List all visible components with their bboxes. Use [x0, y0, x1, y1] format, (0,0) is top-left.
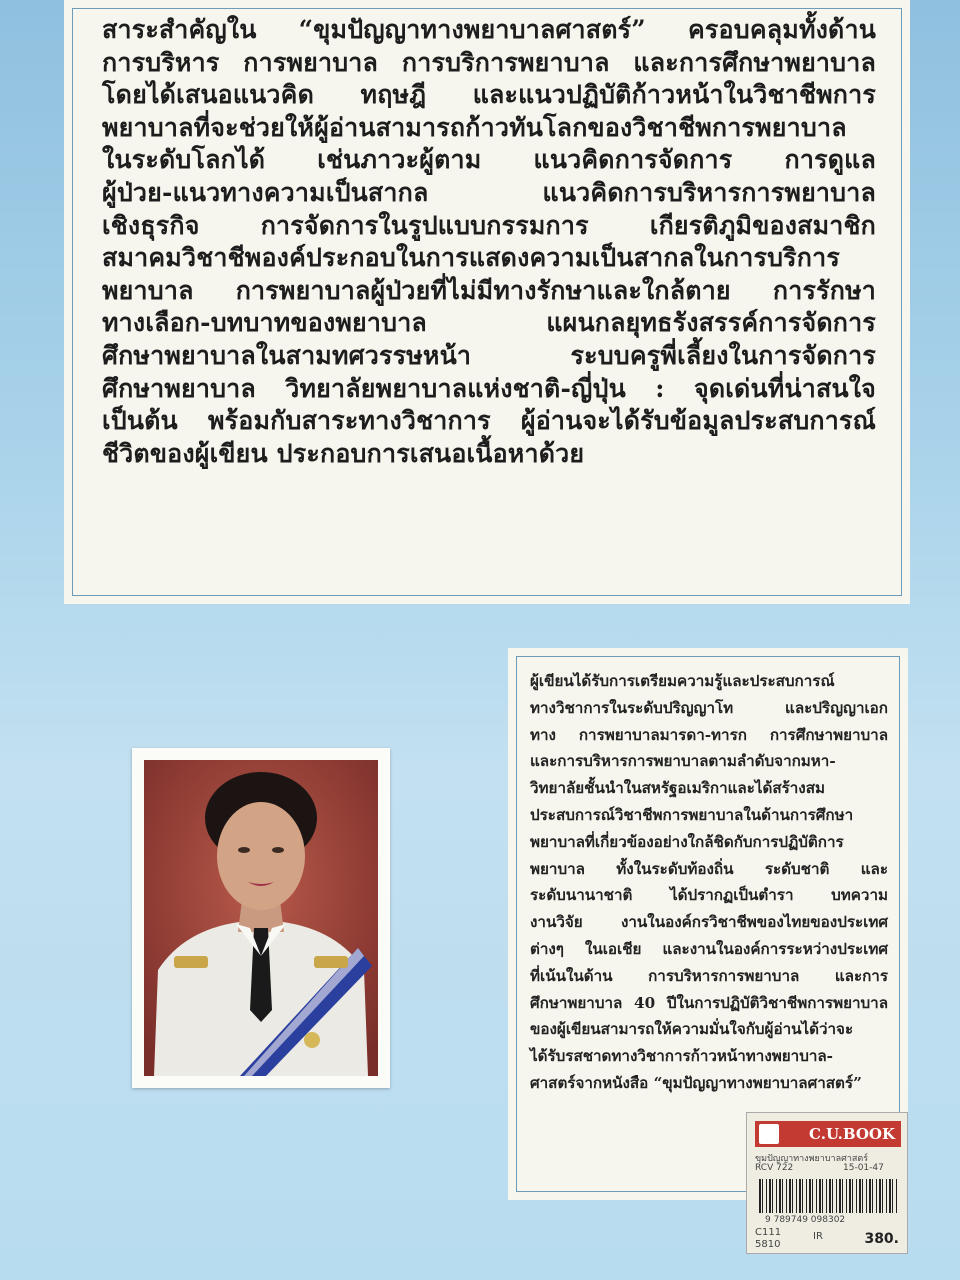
summary-line: ผู้ป่วย-แนวทางความเป็นสากล แนวคิดการบริหารการพยาบาล — [102, 177, 876, 207]
bio-line: ได้รับรสชาดทางวิชาการก้าวหน้าทางพยาบาล- — [530, 1047, 833, 1066]
price-sticker — [746, 1112, 908, 1254]
bio-line: ทาง การพยาบาลมารดา-ทารก การศึกษาพยาบาล — [530, 725, 888, 744]
summary-line: สมาคมวิชาชีพองค์ประกอบในการแสดงความเป็นสากลในการบริการ — [102, 243, 841, 273]
sticker-date: 15-01-47 — [843, 1163, 884, 1173]
author-portrait — [132, 748, 390, 1088]
bio-line: ทางวิชาการในระดับปริญญาโท และปริญญาเอก — [530, 698, 888, 717]
bio-line: พยาบาล ทั้งในระดับท้องถิ่น ระดับชาติ และ — [530, 859, 888, 878]
bio-line: ศาสตร์จากหนังสือ “ขุมปัญญาทางพยาบาลศาสตร์” — [530, 1073, 862, 1092]
author-photo-icon — [144, 760, 378, 1076]
bookstore-logo-icon — [759, 1124, 779, 1144]
bio-line: วิทยาลัยชั้นนำในสหรัฐอเมริกาและได้สร้างสม — [530, 779, 825, 798]
summary-line: พยาบาลที่จะช่วยให้ผู้อ่านสามารถก้าวทันโลกของวิชาชีพการพยาบาล — [102, 112, 847, 142]
summary-line: พยาบาล การพยาบาลผู้ป่วยที่ไม่มีทางรักษาและใกล้ตาย การรักษา — [102, 275, 876, 305]
bio-line: ศึกษาพยาบาล 40 ปีในการปฏิบัติวิชาชีพการพยาบาล — [530, 993, 888, 1012]
sticker-code-1: C111 — [755, 1227, 782, 1238]
bio-line: และการบริหารการพยาบาลตามลำดับจากมหา- — [530, 752, 836, 771]
bio-line: ต่างๆ ในเอเชีย และงานในองค์การระหว่างประเทศ — [530, 939, 888, 958]
barcode — [759, 1179, 897, 1213]
bio-line: พยาบาลที่เกี่ยวข้องอย่างใกล้ชิดกับการปฏิบัติการ — [530, 832, 844, 851]
summary-line: การบริหาร การพยาบาล การบริการพยาบาล และการศึกษาพยาบาล — [102, 47, 876, 77]
summary-line: ทางเลือก-บทบาทของพยาบาล แผนกลยุทธรังสรรค์การจัดการ — [102, 308, 876, 338]
bookstore-brand: C.U.BOOK — [809, 1125, 895, 1143]
sticker-code-2: 5810 — [755, 1239, 781, 1250]
summary-line: ชีวิตของผู้เขียน ประกอบการเสนอเนื้อหาด้วย — [102, 438, 585, 468]
bookstore-logo — [755, 1121, 901, 1147]
summary-line: สาระสำคัญใน “ขุมปัญญาทางพยาบาลศาสตร์” ครอบคลุมทั้งด้าน — [102, 15, 876, 44]
summary-line: โดยได้เสนอแนวคิด ทฤษฎี และแนวปฏิบัติก้าวหน้าในวิชาชีพการ — [102, 80, 876, 110]
bio-line: ของผู้เขียนสามารถให้ความมั่นใจกับผู้อ่านได้ว่าจะ — [530, 1020, 854, 1039]
summary-line: ศึกษาพยาบาลในสามทศวรรษหน้า ระบบครูพี่เลี้ยงในการจัดการ — [102, 340, 876, 370]
summary-line: ในระดับโลกได้ เช่นภาวะผู้ตาม แนวคิดการจัดการ การดูแล — [102, 145, 876, 175]
summary-panel — [64, 0, 910, 604]
summary-line: เป็นต้น พร้อมกับสาระทางวิชาการ ผู้อ่านจะได้รับข้อมูลประสบการณ์ — [102, 406, 876, 436]
barcode-number: 9 789749 098302 — [765, 1215, 846, 1225]
bio-line: ประสบการณ์วิชาชีพการพยาบาลในด้านการศึกษา — [530, 805, 854, 824]
bio-line: ที่เน้นในด้าน การบริหารการพยาบาล และการ — [530, 966, 888, 985]
summary-line: ศึกษาพยาบาล วิทยาลัยพยาบาลแห่งชาติ-ญี่ปุ่น : จุดเด่นที่น่าสนใจ — [102, 373, 876, 403]
bio-line: ระดับนานาชาติ ได้ปรากฏเป็นตำรา บทความ — [530, 886, 888, 905]
sticker-grade: IR — [813, 1231, 823, 1242]
bio-line: ผู้เขียนได้รับการเตรียมความรู้และประสบการณ์ — [530, 672, 835, 690]
price: 380. — [864, 1231, 899, 1247]
summary-line: เชิงธุรกิจ การจัดการในรูปแบบกรรมการ เกียรติภูมิของสมาชิก — [102, 210, 876, 240]
bio-line: งานวิจัย งานในองค์กรวิชาชีพของไทยของประเทศ — [530, 913, 888, 932]
sticker-code: RCV 722 — [755, 1163, 794, 1173]
sticker-title: ขุมปัญญาทางพยาบาลศาสตร์ — [755, 1154, 869, 1164]
